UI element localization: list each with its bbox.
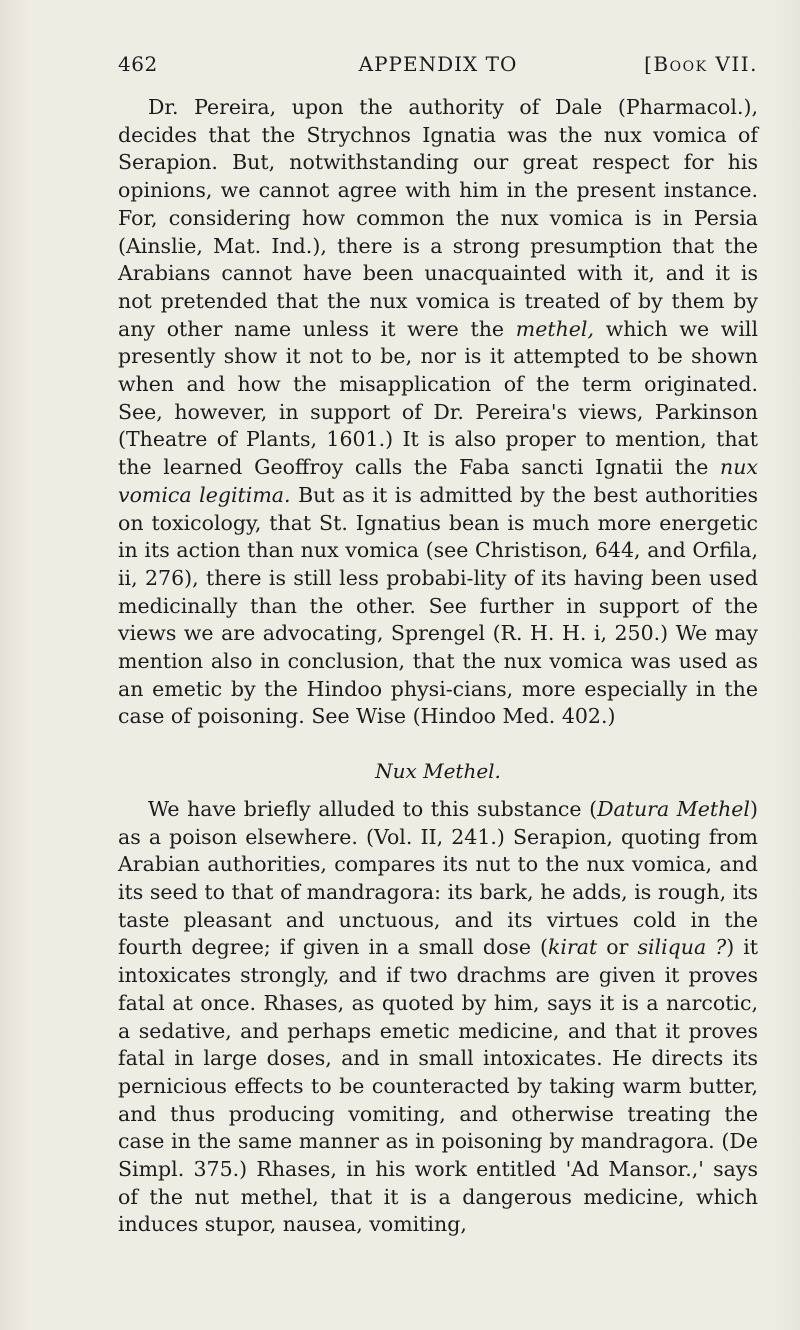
section-heading: Nux Methel. bbox=[375, 759, 501, 784]
paragraph-nux-methel: We have briefly alluded to this substance (Datura Methel) as a poison elsewhere. (Vol. II, 241.) Serapion, quoting from Arabian authorities, compares its nut to the nux vomica, and its seed to that of mandragora: its bark, he adds, is rough, its taste pleasant and unctuous, and its virtues cold in the fourth degree; if given in a small dose (kirat or siliqua ?) it intoxicates strongly, and if two drachms are given it proves fatal at once. Rhases, as quoted by him, says it is a narcotic, a sedative, and perhaps emetic medicine, and that it proves fatal in large doses, and in small intoxicates. He directs its pernicious effects to be counteracted by taking warm butter, and thus producing vomiting, and otherwise treating the case in the same manner as in poisoning by mandragora. (De Simpl. 375.) Rhases, in his work entitled 'Ad Mansor.,' says of the nut methel, that it is a dangerous medicine, which induces stupor, nausea, vomiting, bbox=[118, 796, 758, 1237]
paragraph-strychnos: Dr. Pereira, upon the authority of Dale (Pharmacol.), decides that the Strychnos Ignatia was the nux vomica of Serapion. But, notwithstanding our great respect for his opinions, we cannot agree with him in the present instance. For, considering how common the nux vomica is in Persia (Ainslie, Mat. Ind.), there is a strong presumption that the Arabians cannot have been unacquainted with it, and it is not pretended that the nux vomica is treated of by them by any other name unless it were the methel, which we will presently show it not to be, nor is it attempted to be shown when and how the misapplication of the term originated. See, however, in support of Dr. Pereira's views, Parkinson (Theatre of Plants, 1601.) It is also proper to mention, that the learned Geoffroy calls the Faba sancti Ignatii the nux vomica legitima. But as it is admitted by the best authorities on toxicology, that St. Ignatius bean is much more energetic in its action than nux vomica (see Christison, 644, and Orfila, ii, 276), there is still less probabi-lity of its having been used medicinally than the other. See further in support of the views we are advocating, Sprengel (R. H. H. i, 250.) We may mention also in conclusion, that the nux vomica was used as an emetic by the Hindoo physi-cians, more especially in the case of poisoning. See Wise (Hindoo Med. 402.) bbox=[118, 95, 759, 729]
book-reference: [Book VII. bbox=[644, 52, 758, 76]
page-header bbox=[118, 52, 758, 82]
running-title: APPENDIX TO bbox=[358, 52, 518, 76]
page-number: 462 bbox=[118, 52, 158, 76]
body-text bbox=[118, 94, 758, 1239]
